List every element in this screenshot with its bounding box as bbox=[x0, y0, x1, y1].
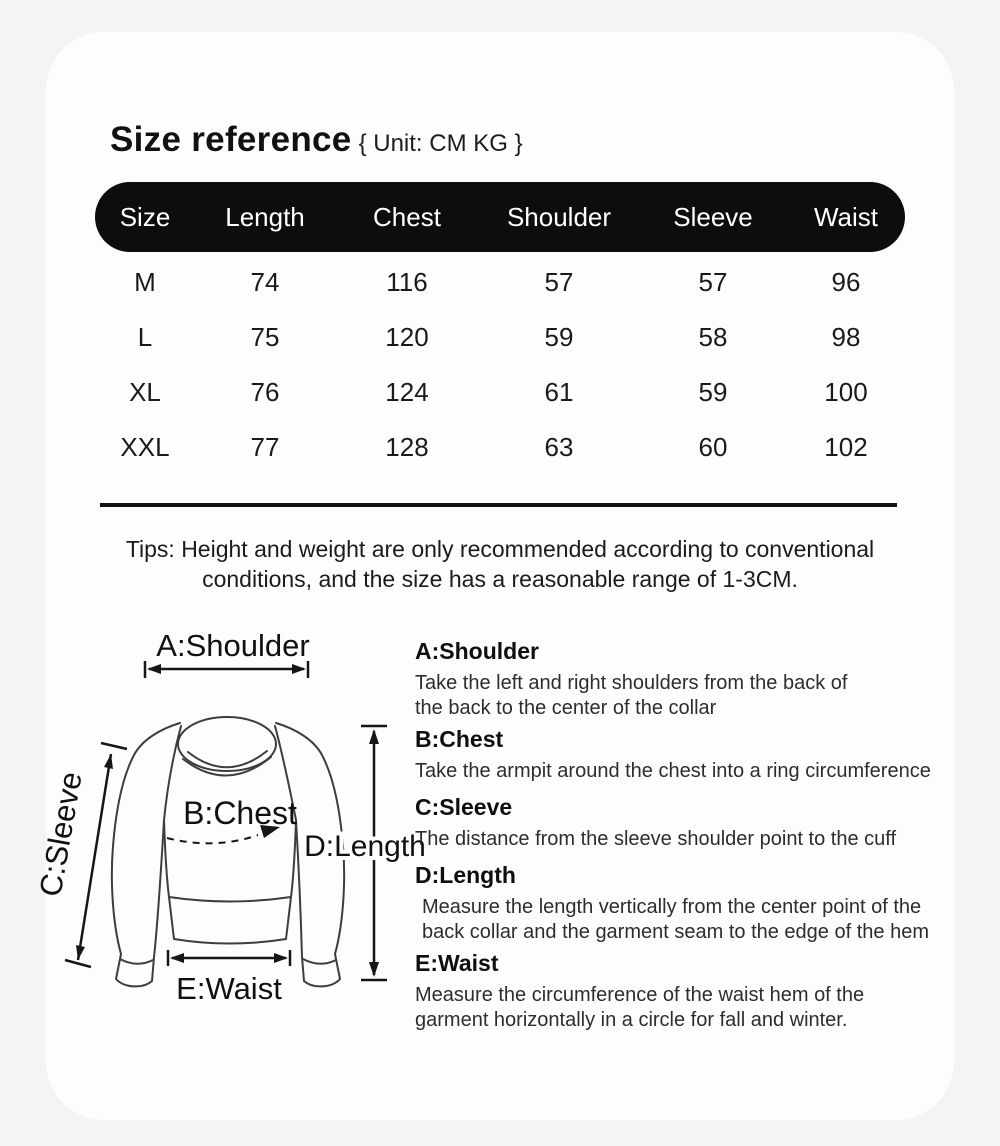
table-cell: 76 bbox=[250, 377, 280, 407]
shoulder-label: A:Shoulder bbox=[156, 628, 310, 663]
size-table bbox=[95, 182, 905, 475]
guide-section-waist bbox=[415, 950, 975, 1033]
shoulder-arrow bbox=[145, 661, 308, 678]
unit-note: { Unit: CM KG } bbox=[358, 130, 523, 157]
table-cell: 61 bbox=[544, 377, 574, 407]
table-cell: 128 bbox=[385, 432, 429, 462]
measurement-diagram bbox=[30, 613, 430, 1033]
guide-section-length bbox=[415, 862, 975, 945]
table-cell: 120 bbox=[385, 322, 429, 352]
column-header-sleeve: Sleeve bbox=[673, 201, 753, 232]
page-title: Size reference bbox=[110, 120, 352, 159]
guide-text-line: Take the left and right shoulders from the back of bbox=[415, 672, 848, 694]
diagram-labels bbox=[33, 628, 426, 1006]
guide-heading: B:Chest bbox=[415, 726, 504, 752]
waist-label: E:Waist bbox=[176, 971, 282, 1006]
column-header-chest: Chest bbox=[373, 201, 441, 232]
column-header-length: Length bbox=[225, 201, 305, 232]
guide-section-shoulder bbox=[415, 638, 975, 721]
chest-label: B:Chest bbox=[183, 795, 297, 831]
size-table-body bbox=[95, 252, 905, 475]
length-label: D:Length bbox=[304, 830, 426, 863]
table-cell: 102 bbox=[824, 432, 868, 462]
guide-heading: A:Shoulder bbox=[415, 638, 539, 664]
table-cell: 58 bbox=[698, 322, 728, 352]
table-cell: M bbox=[134, 267, 156, 297]
guide-heading: C:Sleeve bbox=[415, 794, 513, 820]
table-cell: 59 bbox=[544, 322, 574, 352]
divider-line bbox=[100, 503, 897, 507]
table-cell: 124 bbox=[385, 377, 429, 407]
table-cell: 63 bbox=[544, 432, 574, 462]
guide-text-line: Measure the length vertically from the center point of the bbox=[422, 896, 922, 918]
guide-section-sleeve bbox=[415, 794, 975, 852]
chest-dashed-line bbox=[167, 835, 258, 843]
table-cell: L bbox=[137, 322, 153, 352]
table-cell: XL bbox=[129, 377, 161, 407]
table-cell: 59 bbox=[698, 377, 728, 407]
tips-line: Tips: Height and weight are only recommended according to conventional bbox=[125, 536, 875, 562]
guide-text-line: Take the armpit around the chest into a ring circumference bbox=[415, 760, 931, 782]
table-cell: 57 bbox=[698, 267, 728, 297]
table-row bbox=[95, 255, 905, 310]
waist-arrow bbox=[168, 950, 290, 966]
tips-line: conditions, and the size has a reasonable range of 1-3CM. bbox=[202, 566, 798, 592]
table-cell: 57 bbox=[544, 267, 574, 297]
column-header-size: Size bbox=[119, 201, 171, 232]
guide-text-line: The distance from the sleeve shoulder point to the cuff bbox=[415, 828, 897, 850]
table-cell: 100 bbox=[824, 377, 868, 407]
table-cell: 60 bbox=[698, 432, 728, 462]
column-header-waist: Waist bbox=[813, 201, 879, 232]
guide-section-chest bbox=[415, 726, 975, 784]
table-cell: 116 bbox=[386, 267, 428, 297]
table-cell: XXL bbox=[120, 432, 170, 462]
tips-note bbox=[95, 534, 905, 594]
table-cell: 75 bbox=[250, 322, 280, 352]
table-row bbox=[95, 420, 905, 475]
page-title-row bbox=[110, 120, 523, 160]
size-table-header bbox=[95, 182, 905, 252]
table-cell: 74 bbox=[250, 267, 280, 297]
sweater-measurement-illustration bbox=[30, 613, 430, 1033]
table-row bbox=[95, 310, 905, 365]
table-cell: 98 bbox=[831, 322, 861, 352]
table-cell: 77 bbox=[250, 432, 280, 462]
guide-text-line: the back to the center of the collar bbox=[415, 697, 717, 719]
table-row bbox=[95, 365, 905, 420]
guide-text-line: garment horizontally in a circle for fall and winter. bbox=[415, 1009, 848, 1031]
guide-text-line: back collar and the garment seam to the edge of the hem bbox=[422, 921, 929, 943]
guide-heading: E:Waist bbox=[415, 950, 499, 976]
guide-text-line: Measure the circumference of the waist hem of the bbox=[415, 984, 865, 1006]
guide-heading: D:Length bbox=[415, 862, 516, 888]
table-cell: 96 bbox=[831, 267, 861, 297]
column-header-shoulder: Shoulder bbox=[506, 201, 612, 232]
sleeve-label: C:Sleeve bbox=[32, 769, 89, 900]
